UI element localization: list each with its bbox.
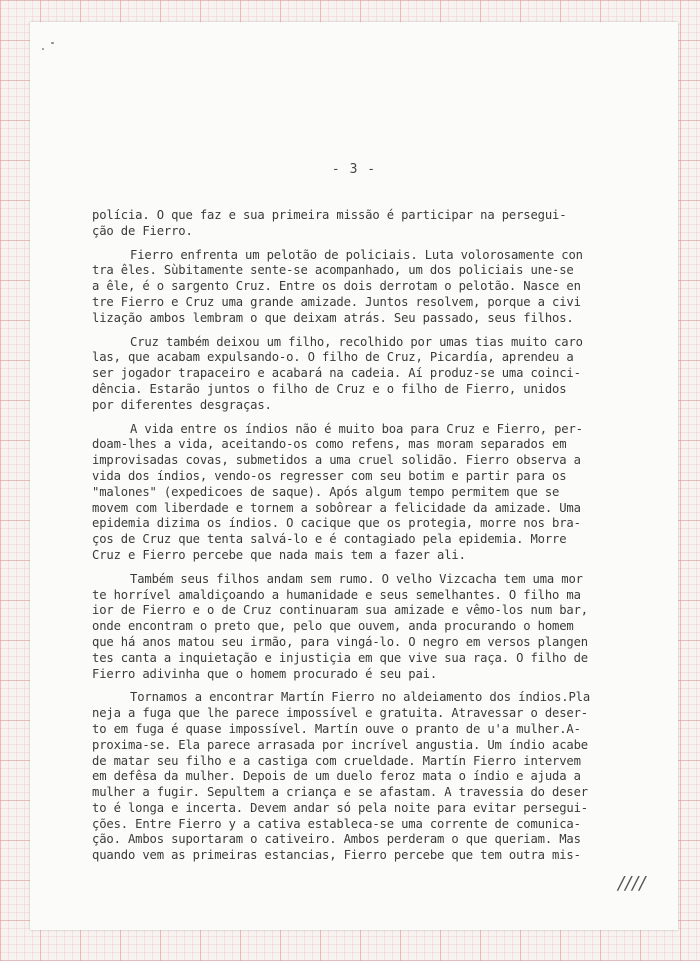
- text-line: ior de Fierro e o de Cruz continuaram sua amizade e vêmo-los num bar,: [92, 603, 588, 618]
- text-line: ser jogador trapaceiro e acabará na cadeia. Aí produz-se uma coinci-: [92, 366, 581, 381]
- text-line: "malones" (expedicoes de saque). Após algum tempo permitem que se: [92, 484, 560, 499]
- text-line: doam-lhes a vida, aceitando-os como refens, mas moram separados em: [92, 437, 567, 452]
- text-line: A vida entre os índios não é muito boa para Cruz e Fierro, per-: [130, 421, 583, 436]
- text-line: Tornamos a encontrar Martín Fierro no aldeiamento dos índios.Pla: [130, 690, 590, 705]
- text-line: te horrível amaldiçoando a humanidade e seus semelhantes. O filho ma: [92, 587, 581, 602]
- text-line: a êle, é o sargento Cruz. Entre os dois derrotam o pelotão. Nasce en: [92, 279, 581, 294]
- text-line: em defêsa da mulher. Depois de um duelo feroz mata o índio e ajuda a: [92, 769, 581, 784]
- text-line: dência. Estarão juntos o filho de Cruz e o filho de Fierro, unidos: [92, 381, 567, 396]
- text-line: ços de Cruz que tenta salvá-lo e é contagiado pela epidemia. Morre: [92, 532, 567, 547]
- text-line: Fierro enfrenta um pelotão de policiais. Luta volorosamente con: [130, 247, 583, 262]
- paper-speck: [51, 42, 54, 44]
- text-line: mulher a fugir. Sepultem a criança e se afastam. A travessia do deser: [92, 785, 588, 800]
- text-line: improvisadas covas, submetidos a uma cruel solidão. Fierro observa a: [92, 453, 581, 468]
- text-line: Fierro adivinha que o homem procurado é seu pai.: [92, 666, 437, 681]
- text-line: vida dos índios, vendo-os regresser com seu botim e partir para os: [92, 468, 567, 483]
- text-line: Cruz e Fierro percebe que nada mais tem a fazer ali.: [92, 547, 466, 562]
- paper-speck: [42, 48, 44, 50]
- document-page: [30, 22, 678, 930]
- text-line: de matar seu filho e a castiga com crueldade. Martín Fierro intervem: [92, 753, 581, 768]
- text-line: onde encontram o preto que, pelo que ouvem, anda procurando o homem: [92, 619, 574, 634]
- paragraph: [92, 248, 652, 327]
- text-line: to é longa e incerta. Devem andar só pela noite para evitar persegui-: [92, 800, 588, 815]
- pencil-mark: ////: [618, 873, 647, 894]
- text-line: ções. Entre Fierro y a cativa estableca-se uma corrente de comunica-: [92, 816, 581, 831]
- paragraph: [92, 572, 652, 683]
- text-line: tre Fierro e Cruz uma grande amizade. Juntos resolvem, porque a civi: [92, 294, 581, 309]
- text-line: proxima-se. Ela parece arrasada por incrível angustia. Um índio acabe: [92, 737, 588, 752]
- text-line: ção de Fierro.: [92, 223, 193, 238]
- text-line: polícia. O que faz e sua primeira missão é participar na persegui-: [92, 208, 567, 222]
- body-text: [92, 208, 652, 872]
- text-line: movem com liberdade e tornem a sobôrear a felicidade da amizade. Uma: [92, 500, 581, 515]
- text-line: que há anos matou seu irmão, para vingá-lo. O negro em versos plangen: [92, 634, 588, 649]
- paragraph: [92, 335, 652, 414]
- text-line: las, que acabam expulsando-o. O filho de Cruz, Picardía, aprendeu a: [92, 350, 574, 365]
- text-line: Também seus filhos andam sem rumo. O velho Vizcacha tem uma mor: [130, 571, 583, 586]
- text-line: tra êles. Sùbitamente sente-se acompanhado, um dos policiais une-se: [92, 263, 574, 278]
- paragraph: [92, 422, 652, 564]
- page-number: - 3 -: [331, 162, 377, 177]
- text-line: to em fuga é quase impossível. Martín ouve o pranto de u'a mulher.A-: [92, 721, 581, 736]
- text-line: epidemia dizima os índios. O cacique que os protegia, morre nos bra-: [92, 516, 581, 531]
- paragraph: [92, 690, 652, 864]
- text-line: por diferentes desgraças.: [92, 397, 272, 412]
- text-line: tes canta a inquietação e injustiçia em que vive sua raça. O filho de: [92, 650, 588, 665]
- text-line: neja a fuga que lhe parece impossível e gratuita. Atravessar o deser-: [92, 706, 588, 721]
- text-line: lização ambos lembram o que deixam atrás. Seu passado, seus filhos.: [92, 310, 574, 325]
- text-line: quando vem as primeiras estancias, Fierro percebe que tem outra mis-: [92, 848, 581, 863]
- text-line: Cruz também deixou um filho, recolhido por umas tias muito caro: [130, 334, 583, 349]
- text-line: ção. Ambos suportaram o cativeiro. Ambos perderam o que queriam. Mas: [92, 832, 581, 847]
- paragraph: [92, 208, 652, 240]
